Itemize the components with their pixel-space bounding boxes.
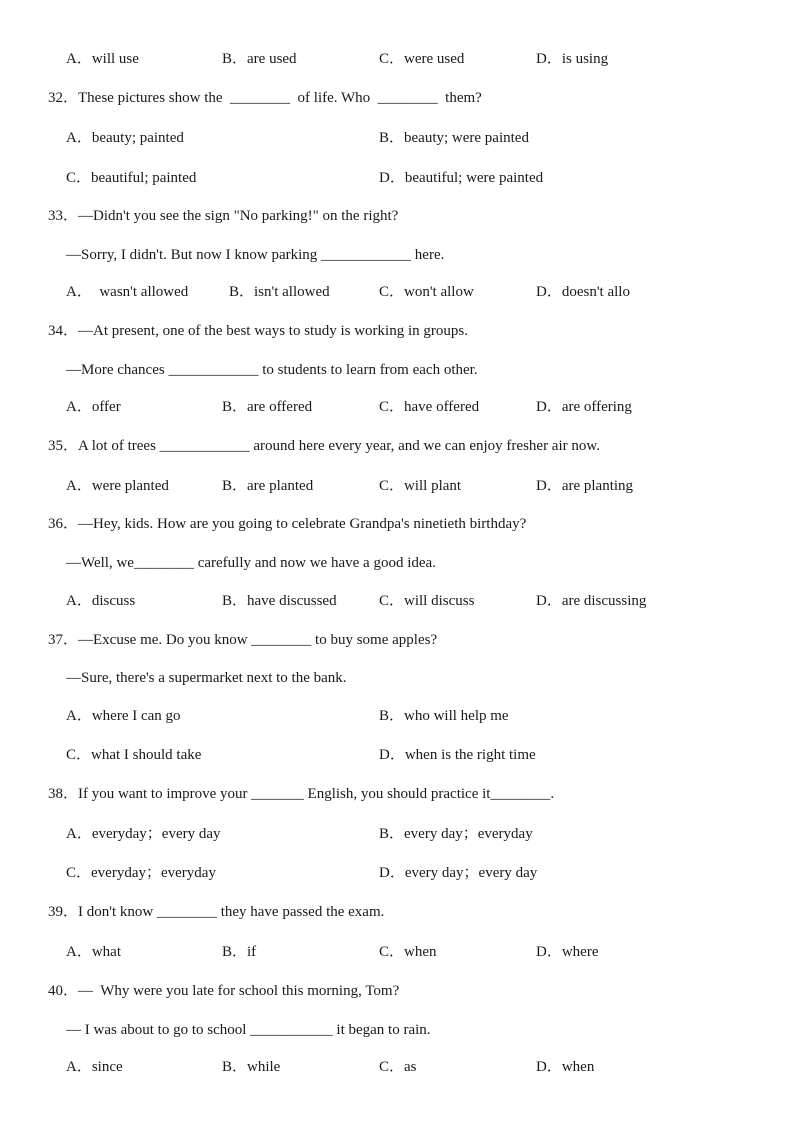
q33-option-b: B．isn't allowed [229,284,330,300]
q38-option-b: B．every day；everyday [379,826,533,842]
q34-option-a: A．offer [66,399,121,415]
q34-option-b: B．are offered [222,399,313,415]
q40-option-b: B．while [222,1059,281,1075]
q34-option-d: D．are offering [536,399,632,415]
q35-option-c: C．will plant [379,478,462,494]
q33-option-c: C．won't allow [379,284,474,300]
q35-stem: 35．A lot of trees ____________ around here every year, and we can enjoy fresher air now. [48,438,600,454]
q40-option-a: A．since [66,1059,123,1075]
q38-stem: 38．If you want to improve your _______ English, you should practice it________. [48,786,555,802]
q38-option-a: A．everyday；every day [66,826,221,842]
q39-option-c: C．when [379,944,437,960]
q40-option-c: C．as [379,1059,417,1075]
q37-reply: —Sure, there's a supermarket next to the bank. [66,670,347,686]
q33-option-d: D．doesn't allo [536,284,630,300]
q36-option-b: B．have discussed [222,593,337,609]
q35-option-b: B．are planted [222,478,314,494]
q40-stem: 40．— Why were you late for school this morning, Tom? [48,983,400,999]
q33-reply: —Sorry, I didn't. But now I know parking ____________ here. [66,247,445,263]
q37-stem: 37．—Excuse me. Do you know ________ to buy some apples? [48,632,438,648]
q39-option-d: D．where [536,944,599,960]
q32-option-b: B．beauty; were painted [379,130,529,146]
q35-option-a: A．were planted [66,478,169,494]
q33-option-a: A． wasn't allowed [66,284,189,300]
q37-option-d: D．when is the right time [379,747,536,763]
q36-reply: —Well, we________ carefully and now we have a good idea. [66,555,436,571]
q31-option-d: D．is using [536,51,609,67]
q37-option-c: C．what I should take [66,747,202,763]
q39-option-a: A．what [66,944,121,960]
q34-stem: 34．—At present, one of the best ways to study is working in groups. [48,323,468,339]
q36-stem: 36．—Hey, kids. How are you going to celebrate Grandpa's ninetieth birthday? [48,516,527,532]
q32-stem: 32．These pictures show the ________ of life. Who ________ them? [48,90,482,106]
q37-option-b: B．who will help me [379,708,509,724]
q32-option-a: A．beauty; painted [66,130,184,146]
q34-reply: —More chances ____________ to students to learn from each other. [66,362,478,378]
q32-option-d: D．beautiful; were painted [379,170,544,186]
q38-option-d: D．every day；every day [379,865,538,881]
q32-option-c: C．beautiful; painted [66,170,197,186]
q40-option-d: D．when [536,1059,595,1075]
q39-option-b: B．if [222,944,257,960]
q36-option-c: C．will discuss [379,593,475,609]
q31-option-b: B．are used [222,51,297,67]
q31-option-c: C．were used [379,51,465,67]
q35-option-d: D．are planting [536,478,634,494]
q39-stem: 39．I don't know ________ they have passed the exam. [48,904,385,920]
q31-option-a: A．will use [66,51,139,67]
q36-option-d: D．are discussing [536,593,647,609]
q37-option-a: A．where I can go [66,708,181,724]
q36-option-a: A．discuss [66,593,136,609]
q40-reply: — I was about to go to school ___________ it began to rain. [66,1022,431,1038]
q33-stem: 33．—Didn't you see the sign "No parking!" on the right? [48,208,399,224]
q38-option-c: C．everyday；everyday [66,865,216,881]
q34-option-c: C．have offered [379,399,480,415]
